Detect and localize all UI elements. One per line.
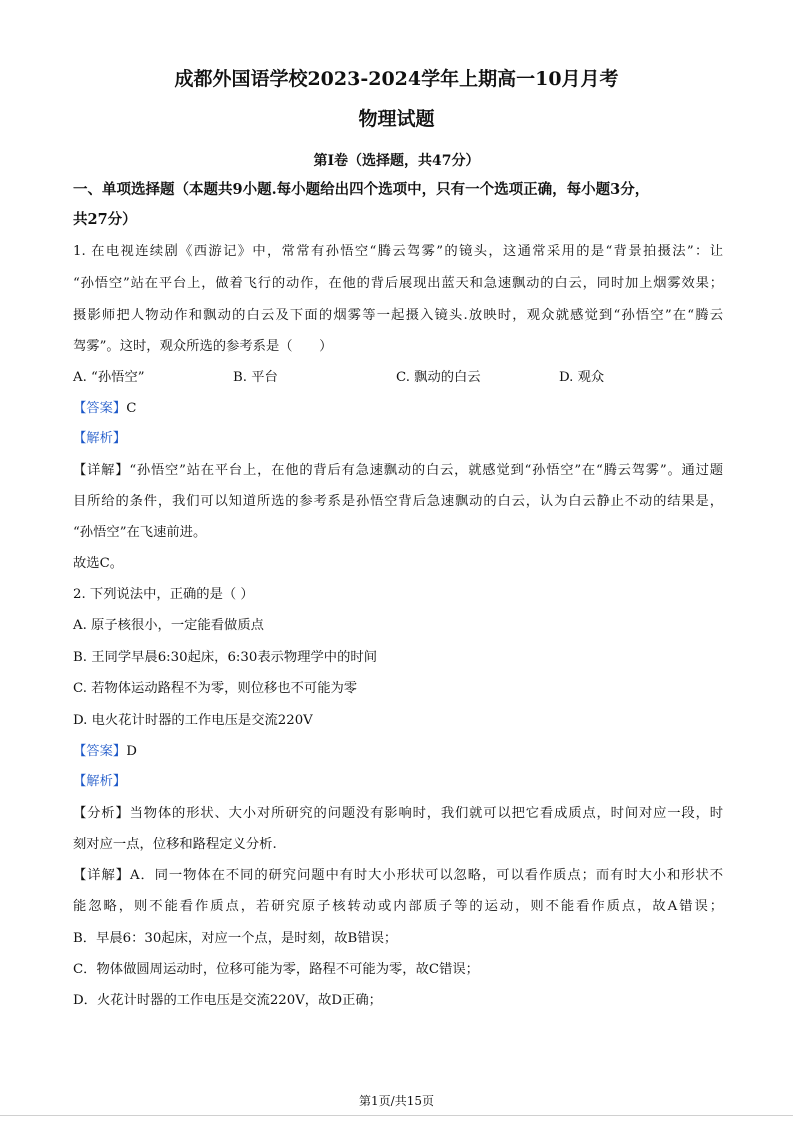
q2-analysis (73, 772, 723, 792)
page-number: 第1页/共15页 (359, 1094, 434, 1108)
q1-option-a: A. “孙悟空” (73, 370, 145, 385)
q1-option-b: B. 平台 (233, 370, 278, 385)
q1-answer (73, 399, 723, 419)
exam-title: 成都外国语学校2023-2024学年上期高一10月月考 (174, 68, 619, 90)
q1-conclusion: 故选C。 (73, 556, 124, 571)
section-heading-line2: 共27分） (73, 211, 137, 228)
q2-detail-line2: 能忽略，则不能看作质点，若研究原子核转动或内部质子等的运动，则不能看作质点，故A错误； (73, 899, 723, 914)
q2-stem: 2. 下列说法中，正确的是（ ） (73, 587, 254, 602)
q2-answer-value: D (126, 744, 137, 759)
q2-answer (73, 742, 723, 762)
q2-analyze-line1 (73, 804, 723, 824)
q1-detail-line2: 目所给的条件，我们可以知道所选的参考系是孙悟空背后急速飘动的白云，认为白云静止不动的结果是， (73, 494, 723, 509)
q1-detail-text1: “孙悟空”站在平台上，在他的背后有急速飘动的白云，就感觉到“孙悟空”在“腾云驾雾”。通过题 (129, 463, 723, 478)
q2-analyze-line2: 刻对应一点，位移和路程定义分析. (73, 837, 277, 852)
detail-tag: 【详解】 (73, 868, 130, 883)
q1-stem-line4: 驾雾”。这时，观众所选的参考系是（ ） (73, 339, 333, 354)
q1-detail-line3: “孙悟空”在飞速前进。 (73, 525, 207, 540)
q1-stem-line2: “孙悟空”站在平台上，做着飞行的动作，在他的背后展现出蓝天和急速飘动的白云，同时加上烟雾效果； (73, 276, 723, 291)
q2-option-a: A. 原子核很小，一定能看做质点 (73, 618, 264, 633)
footer-divider (0, 1115, 793, 1116)
answer-tag: 【答案】 (73, 401, 127, 416)
q1-answer-value: C (126, 401, 137, 416)
analysis-tag: 【解析】 (73, 431, 127, 446)
section-heading-line1: 一、单项选择题（本题共9小题.每小题给出四个选项中，只有一个选项正确，每小题3分， (73, 181, 650, 198)
q1-stem-line1: 1. 在电视连续剧《西游记》中，常常有孙悟空“腾云驾雾”的镜头，这通常采用的是“背景拍摄法”：让 (73, 244, 723, 259)
q2-detail-line5: D．火花计时器的工作电压是交流220V，故D正确； (73, 993, 382, 1008)
analysis-tag: 【解析】 (73, 774, 127, 789)
detail-tag: 【详解】 (73, 463, 130, 478)
q2-detail-text1: A．同一物体在不同的研究问题中有时大小形状可以忽略，可以看作质点；而有时大小和形状不 (129, 868, 724, 883)
q2-option-c: C. 若物体运动路程不为零，则位移也不可能为零 (73, 681, 358, 696)
q2-option-b: B. 王同学早晨6:30起床，6:30表示物理学中的时间 (73, 650, 377, 665)
exam-subtitle: 物理试题 (358, 108, 435, 130)
q1-option-d: D. 观众 (559, 370, 605, 385)
answer-tag: 【答案】 (73, 744, 127, 759)
q1-detail-line1 (73, 461, 723, 481)
q1-options (73, 368, 723, 388)
part-heading: 第Ⅰ卷（选择题，共47分） (313, 153, 480, 169)
q1-stem-line3: 摄影师把人物动作和飘动的白云及下面的烟雾等一起摄入镜头.放映时，观众就感觉到“孙悟空”在“腾云 (73, 308, 723, 323)
q1-analysis (73, 429, 723, 449)
analyze-tag: 【分析】 (73, 806, 130, 821)
q2-detail-line3: B．早晨6：30起床，对应一个点，是时刻，故B错误； (73, 931, 398, 946)
q2-detail-line1 (73, 866, 723, 886)
q1-option-c: C. 飘动的白云 (396, 370, 481, 385)
q2-detail-line4: C．物体做圆周运动时，位移可能为零，路程不可能为零，故C错误； (73, 962, 479, 977)
q2-option-d: D. 电火花计时器的工作电压是交流220V (73, 713, 313, 728)
q2-analyze-text1: 当物体的形状、大小对所研究的问题没有影响时，我们就可以把它看成质点，时间对应一段，时 (129, 806, 724, 821)
